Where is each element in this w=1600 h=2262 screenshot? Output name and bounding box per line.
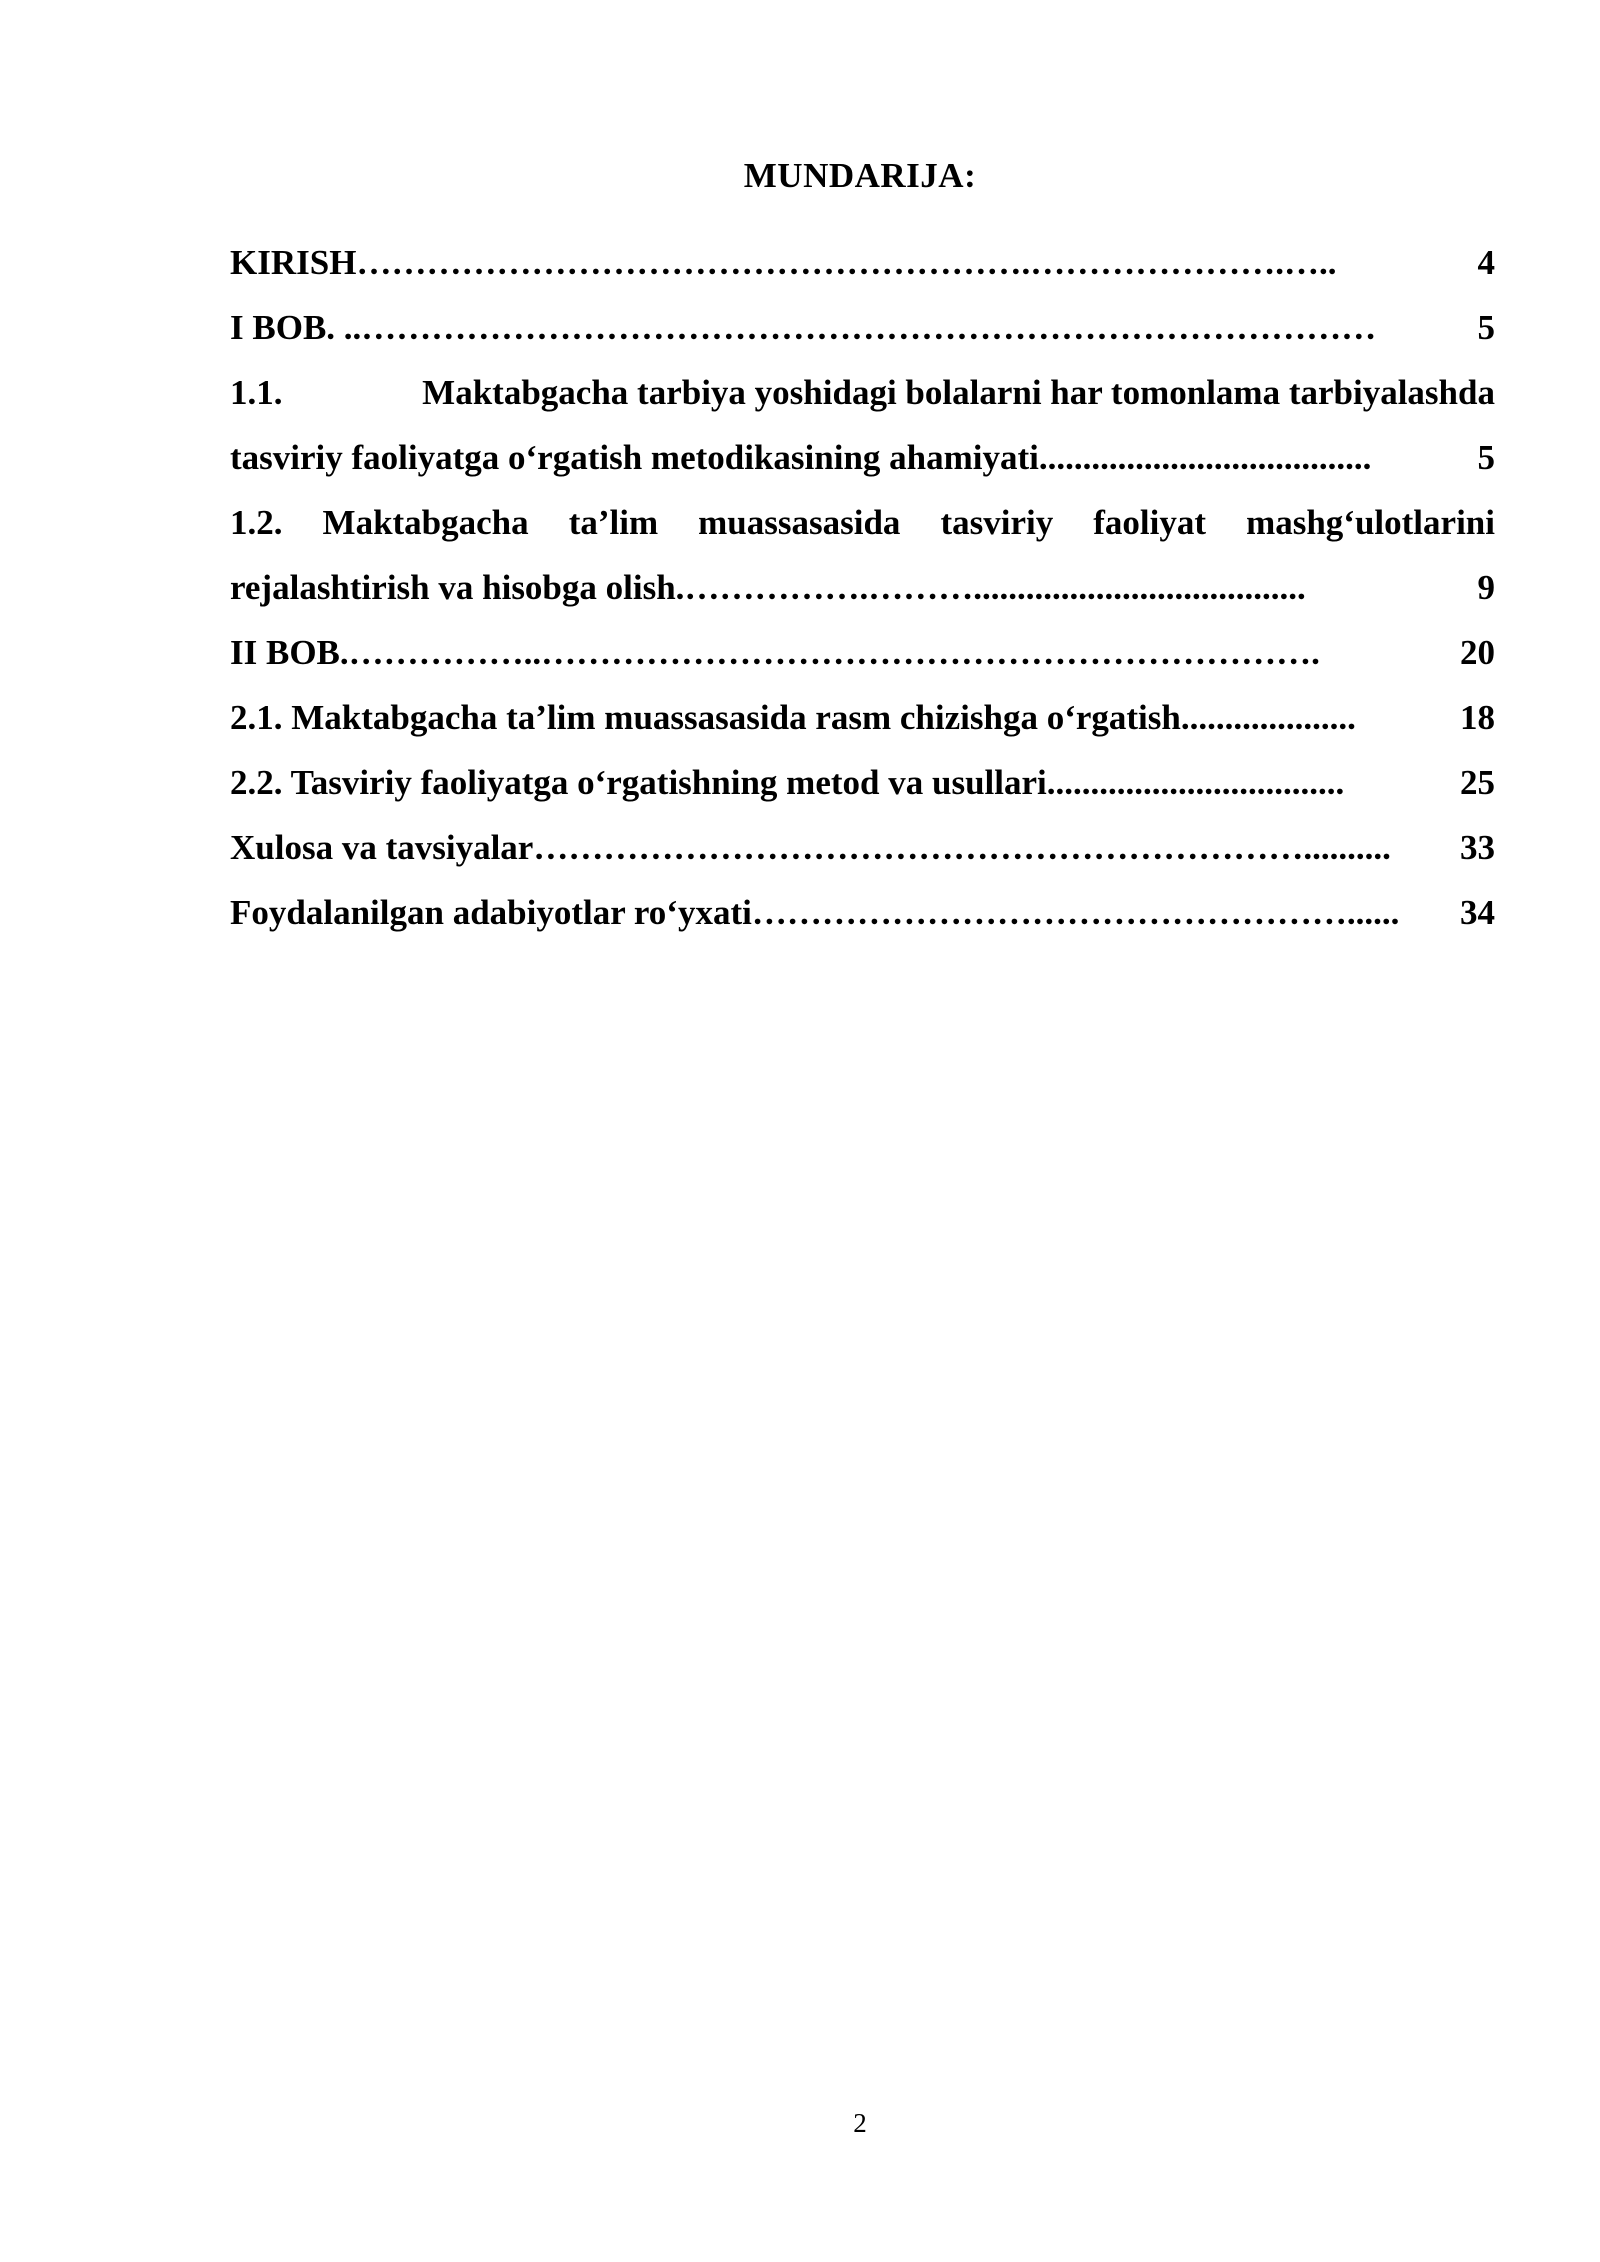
- toc-entry-text: rejalashtirish va hisobga olish.: [230, 568, 685, 607]
- toc-entry-1-1-line1[interactable]: [230, 360, 1495, 425]
- toc-entry-text: tasviriy faoliyatga o‘rgatish metodikasining ahamiyati: [230, 438, 1039, 477]
- toc-entry-leader: ……………………………………………......: [751, 893, 1400, 932]
- toc-entry-word: tasviriy: [940, 503, 1054, 542]
- toc-entry-leader: …………….………......................................: [684, 568, 1306, 607]
- toc-entry-page: 5: [1477, 438, 1495, 477]
- toc-entry-xulosa[interactable]: [230, 815, 1495, 880]
- toc-entry-page: 33: [1460, 828, 1495, 867]
- toc-entry-leader: ......................................: [1038, 438, 1372, 477]
- toc-entry-page: 18: [1460, 698, 1495, 737]
- toc-entry-text: 2.1. Maktabgacha ta’lim muassasasida rasm chizishga o‘rgatish: [230, 698, 1181, 737]
- toc-entry-text: 2.2. Tasviriy faoliyatga o‘rgatishning metod va usullari: [230, 763, 1047, 802]
- toc-entry-leader: ………………………………………………….………………….…..: [356, 243, 1337, 282]
- page-number: 2: [853, 2108, 867, 2138]
- toc-entry-number: 1.1.: [230, 373, 283, 412]
- toc-entry-text: KIRISH: [230, 243, 357, 282]
- page-title: MUNDARIJA:: [743, 156, 977, 195]
- toc-entry-ii-bob[interactable]: [230, 620, 1495, 685]
- toc-entry-leader: ..................................: [1046, 763, 1345, 802]
- toc-entry-1-2-line2[interactable]: [230, 555, 1495, 620]
- table-of-contents: [230, 230, 1495, 945]
- toc-entry-word: Maktabgacha: [322, 503, 529, 542]
- toc-entry-1-2-line1[interactable]: [230, 490, 1495, 555]
- toc-entry-2-2[interactable]: [230, 750, 1495, 815]
- toc-entry-page: 20: [1460, 633, 1495, 672]
- toc-entry-page: 4: [1477, 243, 1495, 282]
- toc-entry-1-1-line2[interactable]: [230, 425, 1495, 490]
- toc-entry-leader: …………………………………………………………..........: [533, 828, 1391, 867]
- toc-entry-leader: ....................: [1180, 698, 1356, 737]
- toc-entry-text: II BOB.: [230, 633, 349, 672]
- toc-entry-text: Foydalanilgan adabiyotlar ro‘yxati: [230, 893, 752, 932]
- toc-entry-word: 1.2.: [230, 503, 283, 542]
- toc-entry-text: Xulosa va tavsiyalar: [230, 828, 534, 867]
- toc-entry-kirish[interactable]: [230, 230, 1495, 295]
- toc-entry-text: I BOB. ..: [230, 308, 362, 347]
- toc-entry-leader: ……………………………………………………………………………: [361, 308, 1377, 347]
- toc-entry-text-line1: Maktabgacha tarbiya yoshidagi bolalarni har tomonlama tarbiyalashda: [422, 373, 1495, 412]
- toc-entry-i-bob[interactable]: [230, 295, 1495, 360]
- toc-entry-word: ta’lim: [568, 503, 659, 542]
- toc-entry-page: 25: [1460, 763, 1495, 802]
- toc-entry-word: faoliyat: [1093, 503, 1207, 542]
- toc-entry-word: mashg‘ulotlarini: [1246, 503, 1495, 542]
- toc-entry-word: muassasasida: [698, 503, 901, 542]
- toc-entry-leader: ……………..………………………………………………………….: [348, 633, 1320, 672]
- toc-entry-page: 9: [1477, 568, 1495, 607]
- toc-entry-2-1[interactable]: [230, 685, 1495, 750]
- toc-entry-page: 34: [1460, 893, 1495, 932]
- toc-entry-adabiyotlar[interactable]: [230, 880, 1495, 945]
- toc-entry-page: 5: [1477, 308, 1495, 347]
